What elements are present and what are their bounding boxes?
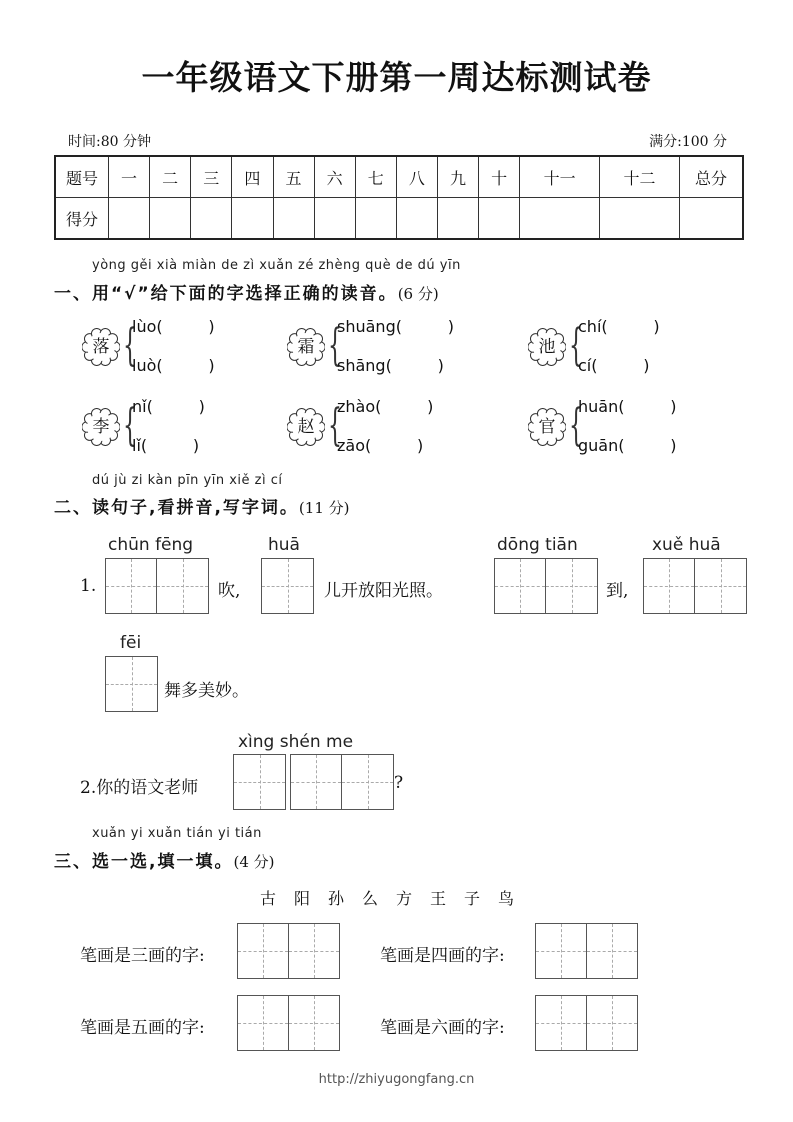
q1-option[interactable]: [578, 317, 660, 336]
brace-icon: {: [328, 400, 342, 451]
q1-option-checkbox[interactable]: ): [670, 436, 677, 455]
score-header-cell: 总分: [680, 156, 744, 198]
score-header-cell: 六: [314, 156, 355, 198]
q1-character: 池: [538, 337, 556, 357]
q3-label-three: 笔画是三画的字:: [80, 946, 205, 966]
q2-answer-grid-e[interactable]: [105, 656, 158, 712]
q2-text-c: 到,: [606, 581, 629, 601]
q1-option-checkbox[interactable]: ): [643, 356, 650, 375]
score-input-cell[interactable]: [438, 198, 479, 240]
score-header-cell: 五: [273, 156, 314, 198]
writing-cell[interactable]: [342, 755, 393, 809]
flower-badge-icon: [82, 408, 120, 446]
q2-s2-grid-xing[interactable]: [233, 754, 286, 810]
brace-icon: {: [569, 320, 583, 371]
q1-option-pinyin: guān(: [578, 436, 625, 455]
q1-option[interactable]: [578, 356, 649, 375]
q1-option-pinyin: lǐ(: [132, 436, 148, 455]
q1-option[interactable]: [337, 356, 444, 375]
q1-option-checkbox[interactable]: ): [670, 397, 677, 416]
flower-badge-icon: [528, 328, 566, 366]
q1-option-pinyin: nǐ(: [132, 397, 153, 416]
flower-badge-icon: [287, 328, 325, 366]
writing-cell[interactable]: [644, 559, 695, 613]
q2-pinyin-a: chūn fēng: [108, 535, 194, 555]
q3-character-bank: 古阳孙么方王子鸟: [260, 889, 533, 908]
q1-option-pinyin: chí(: [578, 317, 608, 336]
q2-answer-grid-a[interactable]: [105, 558, 209, 614]
q2-s2-end: ?: [394, 773, 404, 793]
q2-pinyin-c: dōng tiān: [497, 535, 578, 555]
q1-character: 霜: [297, 337, 315, 357]
q1-option-pinyin: lùo(: [132, 317, 163, 336]
q3-heading-text: 三、选一选,填一填。: [54, 852, 234, 872]
writing-cell[interactable]: [695, 559, 746, 613]
flower-badge-icon: [287, 408, 325, 446]
score-input-cell[interactable]: [314, 198, 355, 240]
writing-cell[interactable]: [536, 996, 587, 1050]
q2-s2-lead: 2.你的语文老师: [80, 778, 199, 798]
score-input-cell[interactable]: [232, 198, 273, 240]
q2-heading: [54, 493, 349, 518]
writing-cell[interactable]: [587, 996, 638, 1050]
score-header-cell: 九: [438, 156, 479, 198]
q2-points: (11 分): [298, 499, 350, 517]
q1-option-checkbox[interactable]: ): [208, 356, 215, 375]
q2-s1-number: 1.: [80, 576, 97, 596]
score-input-cell[interactable]: [355, 198, 396, 240]
q1-option-checkbox[interactable]: ): [437, 356, 444, 375]
q2-text-e: 舞多美妙。: [164, 681, 249, 701]
writing-cell[interactable]: [289, 924, 340, 978]
writing-cell[interactable]: [157, 559, 208, 613]
q3-pinyin: xuǎn yi xuǎn tián yi tián: [92, 826, 262, 841]
q3-label-five: 笔画是五画的字:: [80, 1018, 205, 1038]
score-table: [54, 155, 744, 240]
q1-option-pinyin: zāo(: [337, 436, 372, 455]
writing-cell[interactable]: [106, 559, 157, 613]
writing-cell[interactable]: [234, 755, 285, 809]
q3-label-six: 笔画是六画的字:: [380, 1018, 505, 1038]
brace-icon: {: [328, 320, 342, 371]
writing-cell[interactable]: [289, 996, 340, 1050]
q1-character: 李: [92, 417, 110, 437]
score-table-score-row: [55, 198, 743, 240]
q3-label-four: 笔画是四画的字:: [380, 946, 505, 966]
page-title: 一年级语文下册第一周达标测试卷: [141, 58, 652, 97]
q1-pinyin: yòng gěi xià miàn de zì xuǎn zé zhèng què de dú yīn: [92, 258, 461, 273]
writing-cell[interactable]: [587, 924, 638, 978]
q1-option[interactable]: [578, 397, 676, 416]
footer-url: http://zhiyugongfang.cn: [318, 1072, 475, 1087]
q2-answer-grid-c[interactable]: [494, 558, 598, 614]
q1-option[interactable]: [132, 397, 205, 416]
score-input-cell[interactable]: [150, 198, 191, 240]
q3-points: (4 分): [233, 853, 275, 871]
score-header-cell: 题号: [55, 156, 109, 198]
flower-badge-icon: [528, 408, 566, 446]
score-input-cell[interactable]: [520, 198, 600, 240]
q1-character: 官: [538, 417, 556, 437]
brace-icon: {: [123, 400, 137, 451]
q3-grid-four[interactable]: [535, 923, 638, 979]
writing-cell[interactable]: [106, 657, 157, 711]
q1-option-pinyin: cí(: [578, 356, 598, 375]
q1-option[interactable]: [132, 436, 199, 455]
q1-option[interactable]: [132, 356, 215, 375]
q2-answer-grid-d[interactable]: [643, 558, 747, 614]
score-header-cell: 一: [109, 156, 150, 198]
writing-cell[interactable]: [238, 924, 289, 978]
q1-character: 赵: [297, 417, 315, 437]
q1-option-checkbox[interactable]: ): [416, 436, 424, 455]
q2-pinyin-e: fēi: [120, 633, 142, 653]
score-header-cell: 十二: [600, 156, 680, 198]
q2-pinyin: dú jù zi kàn pīn yīn xiě zì cí: [92, 473, 283, 488]
score-input-cell[interactable]: [191, 198, 232, 240]
score-input-cell[interactable]: [600, 198, 680, 240]
q2-pinyin-b: huā: [268, 535, 300, 555]
q3-grid-five[interactable]: [237, 995, 340, 1051]
q1-option-pinyin: shāng(: [337, 356, 392, 375]
q3-grid-six[interactable]: [535, 995, 638, 1051]
score-header-cell: 十一: [520, 156, 600, 198]
q1-option-pinyin: shuāng(: [337, 317, 402, 336]
q1-option-checkbox[interactable]: ): [192, 436, 200, 455]
flower-badge-icon: [82, 328, 120, 366]
full-score: 满分:100 分: [649, 134, 727, 150]
q1-heading: [54, 279, 439, 304]
writing-cell[interactable]: [495, 559, 546, 613]
score-header-cell: 二: [150, 156, 191, 198]
q1-option[interactable]: [578, 436, 676, 455]
q3-heading: [54, 847, 275, 872]
score-input-cell[interactable]: [273, 198, 314, 240]
q1-points: (6 分): [397, 285, 439, 303]
q1-option-checkbox[interactable]: ): [427, 397, 434, 416]
q1-option[interactable]: [337, 317, 454, 336]
score-input-cell[interactable]: [680, 198, 744, 240]
q1-option-checkbox[interactable]: ): [653, 317, 660, 336]
q1-option-pinyin: luò(: [132, 356, 163, 375]
score-header-cell: 十: [479, 156, 520, 198]
q1-option-checkbox[interactable]: ): [447, 317, 454, 336]
score-input-cell[interactable]: [479, 198, 520, 240]
writing-cell[interactable]: [238, 996, 289, 1050]
q1-option[interactable]: [132, 317, 215, 336]
q1-character: 落: [92, 337, 110, 357]
writing-cell[interactable]: [536, 924, 587, 978]
writing-cell[interactable]: [291, 755, 342, 809]
q1-option-checkbox[interactable]: ): [208, 317, 215, 336]
q2-text-a: 吹,: [218, 581, 241, 601]
q1-option-pinyin: zhào(: [337, 397, 382, 416]
brace-icon: {: [569, 400, 583, 451]
brace-icon: {: [123, 320, 137, 371]
score-table-header-row: [55, 156, 743, 198]
q2-answer-grid-b[interactable]: [261, 558, 314, 614]
q1-option-pinyin: huān(: [578, 397, 625, 416]
writing-cell[interactable]: [262, 559, 313, 613]
q1-option[interactable]: [337, 436, 423, 455]
score-header-cell: 七: [355, 156, 396, 198]
q3-grid-three[interactable]: [237, 923, 340, 979]
q1-heading-text: 一、用“√”给下面的字选择正确的读音。: [54, 284, 398, 304]
score-header-cell: 八: [396, 156, 437, 198]
score-row-label: 得分: [55, 198, 109, 240]
score-input-cell[interactable]: [396, 198, 437, 240]
q2-pinyin-d: xuě huā: [652, 535, 721, 555]
score-header-cell: 四: [232, 156, 273, 198]
q2-heading-text: 二、读句子,看拼音,写字词。: [54, 498, 299, 518]
q2-s2-grid-shenme[interactable]: [290, 754, 394, 810]
score-header-cell: 三: [191, 156, 232, 198]
q2-text-b: 儿开放阳光照。: [324, 581, 443, 601]
time-limit: 时间:80 分钟: [68, 134, 151, 150]
writing-cell[interactable]: [546, 559, 597, 613]
q2-s2-pinyin: xìng shén me: [238, 732, 354, 752]
q1-option[interactable]: [337, 397, 433, 416]
q1-option-checkbox[interactable]: ): [198, 397, 205, 416]
score-input-cell[interactable]: [109, 198, 150, 240]
